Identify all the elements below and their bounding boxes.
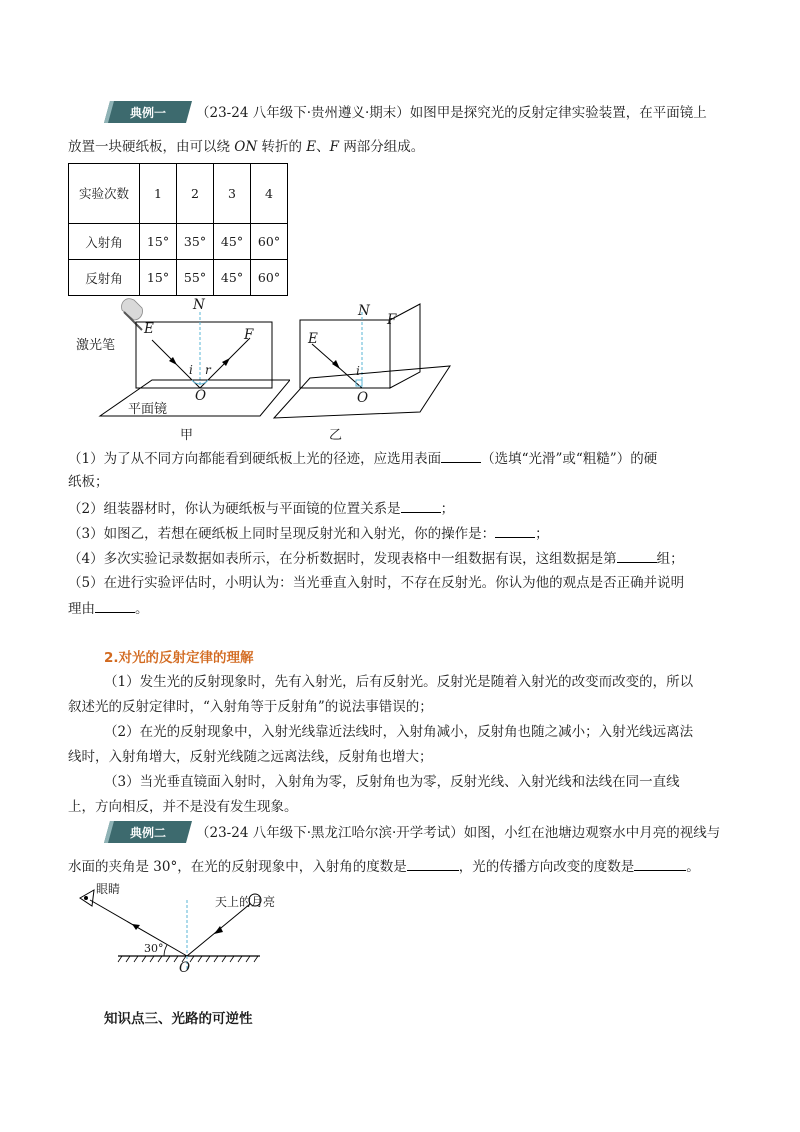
table-cell: 60°: [251, 224, 288, 260]
table-cell: 反射角: [69, 260, 140, 296]
answer-blank[interactable]: [95, 598, 135, 613]
table-cell: 45°: [214, 260, 251, 296]
label-f: F: [244, 327, 254, 343]
table-header-cell: 1: [140, 164, 177, 224]
eye-pupil: [84, 896, 88, 900]
question-3: [68, 523, 549, 544]
table-header-cell: 2: [177, 164, 214, 224]
figure-caption-yi: 乙: [329, 428, 343, 443]
question-5-cont: [68, 598, 149, 619]
answer-blank[interactable]: [401, 498, 441, 513]
label-e: E: [308, 331, 318, 347]
question-1: [68, 448, 657, 469]
text-run: （4）多次实验记录数据如表所示，在分析数据时，发现表格中一组数据有误，这组数据是第: [68, 551, 617, 567]
table-row: [69, 224, 288, 260]
table-header-cell: 实验次数: [69, 164, 140, 224]
example-badge-1: [104, 101, 192, 123]
table-header-cell: 3: [214, 164, 251, 224]
answer-blank[interactable]: [407, 856, 459, 871]
text-run: 组；: [656, 551, 684, 567]
table-cell: 入射角: [69, 224, 140, 260]
text-run: ；: [440, 501, 455, 517]
label-o: O: [357, 390, 369, 406]
label-n: N: [193, 297, 205, 313]
table-cell: 45°: [214, 224, 251, 260]
answer-blank[interactable]: [441, 448, 481, 463]
arrow-icon: [332, 360, 340, 369]
example1-intro-line1: （23-24 八年级下·贵州遵义·期末）如图甲是探究光的反射定律实验装置，在平面镜上: [196, 105, 707, 121]
text-run: 转折的: [261, 139, 302, 155]
table-cell: 60°: [251, 260, 288, 296]
label-i: i: [189, 363, 193, 377]
text-run: （1）为了从不同方向都能看到硬纸板上光的径迹，应选用表面: [68, 451, 442, 467]
label-f: F: [329, 139, 340, 155]
question-4: [68, 548, 684, 569]
paragraph-line: 上，方向相反，并不是没有发生现象。: [68, 799, 298, 815]
badge-label: 典例二: [129, 826, 166, 840]
paragraph-line: （2）在光的反射现象中，入射光线靠近法线时，入射角减小，反射角也随之减小；入射光线远离法: [104, 724, 694, 740]
section-title: 2.对光的反射定律的理解: [104, 650, 254, 666]
label-i: i: [356, 364, 360, 378]
figure-yi: [270, 300, 460, 430]
table-cell: 35°: [177, 224, 214, 260]
hand-icon: [122, 299, 143, 320]
paragraph-line: （3）当光垂直镜面入射时，入射角为零，反射角也为零，反射光线、入射光线和法线在同一直线: [104, 774, 680, 790]
paragraph-line: （1）发生光的反射现象时，先有入射光，后有反射光。反射光是随着入射光的改变而改变的，所以: [104, 674, 694, 690]
text-run: 理由: [68, 601, 95, 617]
example2-intro-line2: [68, 856, 700, 877]
text-run: （2）组装器材时，你认为硬纸板与平面镜的位置关系是: [68, 501, 401, 517]
label-o: O: [195, 388, 207, 404]
question-2: [68, 498, 454, 519]
question-1-cont: 纸板；: [68, 474, 109, 490]
figure-caption-jia: 甲: [180, 428, 194, 443]
label-n: N: [358, 303, 370, 319]
angle-arc: [164, 945, 167, 956]
figure-jia: [60, 290, 290, 450]
table-cell: 15°: [140, 224, 177, 260]
laser-pen-label: 激光笔: [76, 338, 116, 353]
label-e: E: [306, 139, 317, 155]
experiment-table: [68, 163, 288, 296]
table-cell: 15°: [140, 260, 177, 296]
arrow-icon: [132, 924, 140, 930]
text-run: 。: [135, 601, 149, 617]
paragraph-line: 线时，入射角增大，反射光线随之远离法线，反射角也增大；: [68, 749, 433, 765]
text-run: 两部分组成。: [343, 139, 425, 155]
label-e: E: [144, 321, 154, 337]
label-r: r: [205, 363, 211, 377]
text-run: （选填“光滑”或“粗糙”）的硬: [481, 451, 658, 467]
example-badge-2: [104, 821, 192, 843]
question-5: （5）在进行实验评估时，小明认为：当光垂直入射时，不存在反射光。你认为他的观点是否正确并说明: [68, 575, 685, 591]
moon-label: 天上的月亮: [215, 895, 276, 909]
label-f: F: [387, 312, 397, 328]
table-cell: 55°: [177, 260, 214, 296]
text-run: 放置一块硬纸板，由可以绕: [68, 139, 230, 155]
answer-blank[interactable]: [617, 548, 657, 563]
text-run: ，光的传播方向改变的度数是: [458, 859, 635, 875]
answer-blank[interactable]: [634, 856, 686, 871]
table-row: [69, 164, 288, 224]
text-run: 水面的夹角是 30°，在光的反射现象中，入射角的度数是: [68, 859, 407, 875]
text-run: （3）如图乙，若想在硬纸板上同时呈现反射光和入射光，你的操作是：: [68, 526, 496, 542]
eye-label: 眼睛: [96, 882, 121, 896]
reflected-ray: [90, 900, 187, 956]
text-run: 。: [686, 859, 700, 875]
knowledge-point-heading: 知识点三、光路的可逆性: [104, 1011, 253, 1027]
badge-label: 典例一: [129, 106, 166, 120]
mirror-label: 平面镜: [128, 402, 168, 417]
text-run: ；: [535, 526, 549, 542]
separator: 、: [316, 139, 330, 155]
table-header-cell: 4: [251, 164, 288, 224]
label-o: O: [179, 960, 191, 976]
paragraph-line: 叙述光的反射定律时，“入射角等于反射角”的说法事错误的；: [68, 699, 433, 715]
angle-label: 30°: [144, 942, 164, 955]
example1-intro-line2: [68, 137, 424, 157]
answer-blank[interactable]: [495, 523, 535, 538]
example2-intro-line1: （23-24 八年级下·黑龙江哈尔滨·开学考试）如图，小红在池塘边观察水中月亮的视线与: [196, 825, 721, 841]
label-on: ON: [234, 139, 258, 155]
